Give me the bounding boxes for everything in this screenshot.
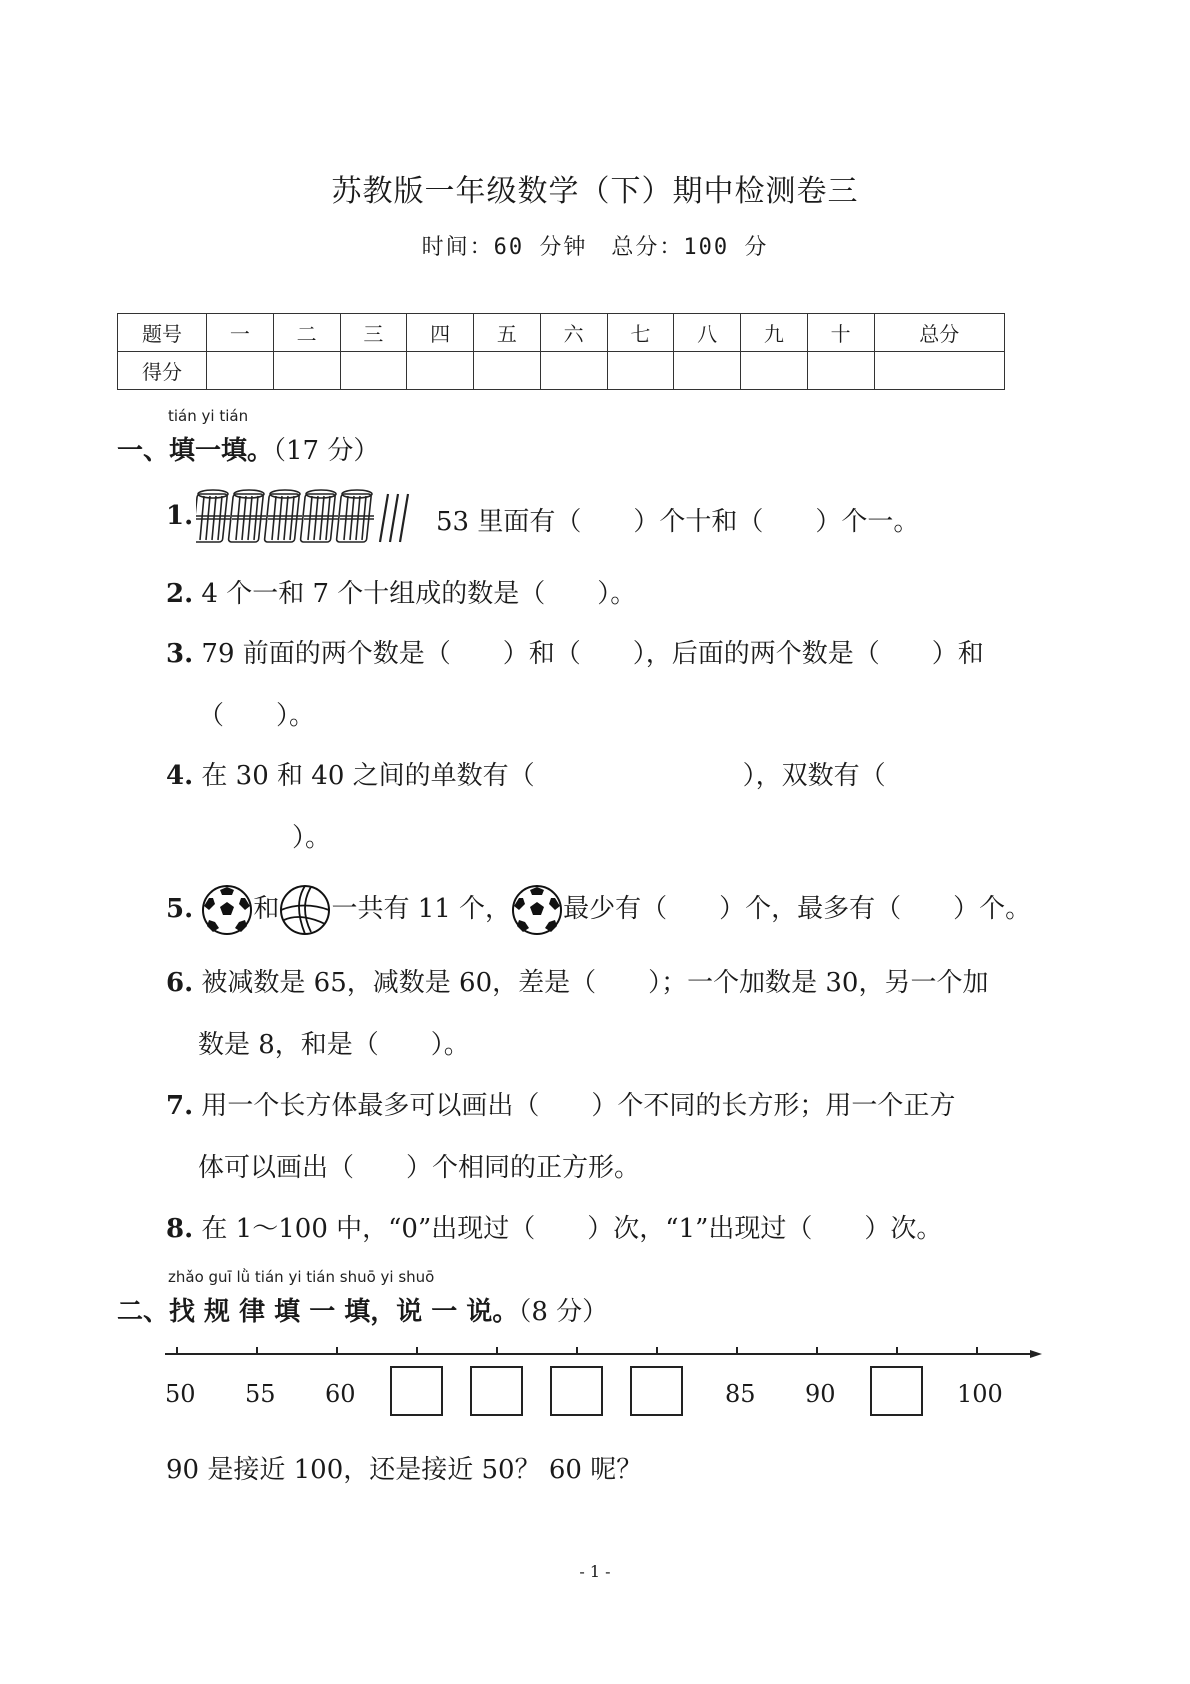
question-text: 最少有（ ）个，最多有（ ）个。	[563, 894, 1032, 924]
question-text: 79 前面的两个数是（ ）和（ ），后面的两个数是（ ）和	[201, 639, 984, 669]
score-input-cell[interactable]	[674, 352, 741, 390]
number-line-answer-box[interactable]	[630, 1366, 683, 1416]
question-number: 3.	[166, 639, 194, 669]
question-4	[166, 755, 886, 792]
score-table-cell: 总分	[874, 314, 1005, 352]
score-table-score-row	[118, 352, 1005, 390]
section2-heading	[117, 1291, 608, 1328]
question-number: 2.	[166, 579, 194, 609]
page-number: - 1 -	[579, 1562, 611, 1581]
question-number: 7.	[166, 1091, 194, 1121]
score-table-cell: 二	[273, 314, 340, 352]
question-number: 6.	[166, 968, 194, 998]
score-table-cell: 十	[807, 314, 874, 352]
score-input-cell[interactable]	[874, 352, 1005, 390]
question-number: 1.	[166, 501, 194, 531]
question-7-continuation: 体可以画出（ ）个相同的正方形。	[198, 1153, 641, 1183]
score-table-header-row	[118, 314, 1005, 352]
question-2	[166, 573, 636, 610]
number-line-tick	[416, 1347, 418, 1354]
number-line-tick	[176, 1347, 178, 1354]
question-text: 用一个长方体最多可以画出（ ）个不同的长方形；用一个正方	[201, 1091, 956, 1121]
score-table-cell: 题号	[118, 314, 207, 352]
question-number: 4.	[166, 761, 194, 791]
soccer-ball-icon	[201, 884, 253, 936]
question-number: 8.	[166, 1214, 194, 1244]
score-table-cell: 六	[540, 314, 607, 352]
section1-heading	[117, 430, 379, 467]
score-input-cell[interactable]	[407, 352, 474, 390]
number-line-tick	[736, 1347, 738, 1354]
number-line-tick	[496, 1347, 498, 1354]
section1-title: 一、填一填。	[117, 436, 274, 466]
score-table-cell: 得分	[118, 352, 207, 390]
number-line-tick	[896, 1347, 898, 1354]
section2-question: 90 是接近 100，还是接近 50？ 60 呢？	[166, 1455, 643, 1485]
section1-pinyin: tián yi tián	[168, 407, 249, 425]
question-number: 5.	[166, 894, 194, 924]
arrow-right-icon	[1030, 1348, 1044, 1360]
question-text: 一共有 11 个，	[331, 894, 512, 924]
number-line-answer-box[interactable]	[550, 1366, 603, 1416]
score-table-cell: 三	[340, 314, 407, 352]
soccer-ball-icon	[511, 884, 563, 936]
question-3-continuation: （ ）。	[198, 701, 316, 731]
question-1-text: 53 里面有（ ）个十和（ ）个一。	[436, 507, 920, 537]
score-table-cell: 八	[674, 314, 741, 352]
section2-pinyin: zhǎo guī lǜ tián yi tián shuō yi shuō	[168, 1268, 435, 1286]
score-input-cell[interactable]	[340, 352, 407, 390]
score-table-cell: 一	[207, 314, 274, 352]
question-5	[166, 884, 1031, 936]
score-input-cell[interactable]	[540, 352, 607, 390]
score-table-cell: 七	[607, 314, 674, 352]
question-text: 4 个一和 7 个十组成的数是（ ）。	[201, 579, 637, 609]
number-line-answer-box[interactable]	[870, 1366, 923, 1416]
number-line-tick	[576, 1347, 578, 1354]
section2-title: 二、找 规 律 填 一 填，说 一 说。	[117, 1297, 519, 1327]
exam-info: 时间：60 分钟 总分：100 分	[421, 235, 769, 260]
number-line-label: 100	[957, 1380, 1003, 1408]
number-line-answer-box[interactable]	[390, 1366, 443, 1416]
question-text: 和	[253, 894, 280, 924]
bundled-sticks-icon	[196, 488, 432, 546]
question-4-continuation: ）。	[292, 823, 332, 853]
number-line-label: 55	[245, 1380, 276, 1408]
score-table-cell: 五	[474, 314, 541, 352]
number-line-tick	[656, 1347, 658, 1354]
number-line-axis	[165, 1353, 1035, 1355]
section1-points: （17 分）	[273, 436, 380, 466]
question-1	[166, 501, 193, 531]
score-input-cell[interactable]	[607, 352, 674, 390]
score-table	[117, 313, 1005, 390]
score-input-cell[interactable]	[474, 352, 541, 390]
question-6-continuation: 数是 8，和是（ ）。	[198, 1030, 470, 1060]
number-line-label: 50	[165, 1380, 196, 1408]
number-line-tick	[816, 1347, 818, 1354]
score-input-cell[interactable]	[207, 352, 274, 390]
section2-points: （8 分）	[518, 1297, 609, 1327]
score-input-cell[interactable]	[741, 352, 808, 390]
score-table-cell: 四	[407, 314, 474, 352]
number-line-tick	[256, 1347, 258, 1354]
number-line-answer-box[interactable]	[470, 1366, 523, 1416]
number-line-tick	[976, 1347, 978, 1354]
number-line-label: 90	[805, 1380, 836, 1408]
question-6	[166, 962, 988, 999]
number-line-label: 60	[325, 1380, 356, 1408]
question-text: 被减数是 65，减数是 60，差是（ ）；一个加数是 30，另一个加	[201, 968, 989, 998]
number-line-label: 85	[725, 1380, 756, 1408]
question-8	[166, 1208, 942, 1245]
question-7	[166, 1085, 955, 1122]
volleyball-icon	[279, 884, 331, 936]
score-table-cell: 九	[741, 314, 808, 352]
question-text: 在 30 和 40 之间的单数有（ ），双数有（	[201, 761, 886, 791]
page-title: 苏教版一年级数学（下）期中检测卷三	[331, 174, 859, 209]
score-input-cell[interactable]	[807, 352, 874, 390]
score-input-cell[interactable]	[273, 352, 340, 390]
number-line-tick	[336, 1347, 338, 1354]
question-text: 在 1～100 中，“0”出现过（ ）次，“1”出现过（ ）次。	[201, 1214, 943, 1244]
question-3	[166, 633, 984, 670]
